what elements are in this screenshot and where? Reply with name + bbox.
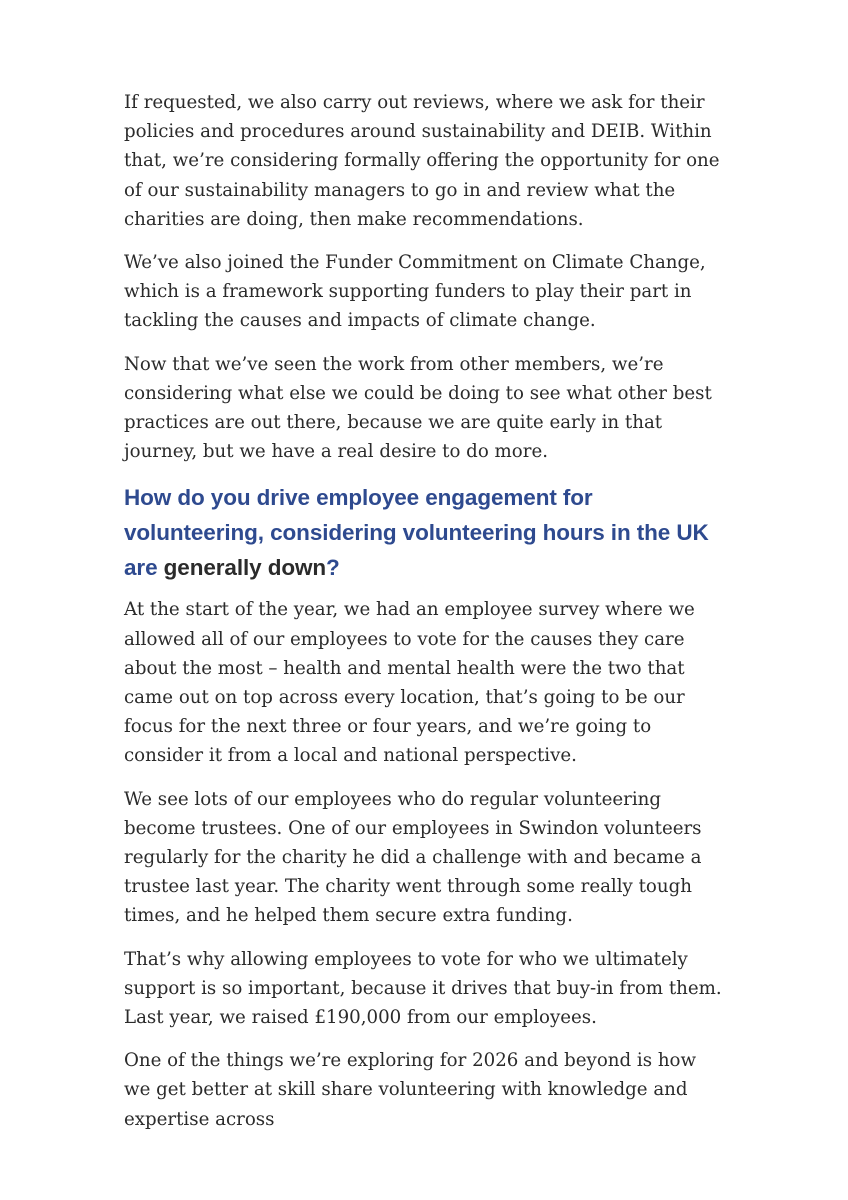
paragraph-skill-share: One of the things we’re exploring for 2026 and beyond is how we get better at skill share volunteering with knowledge and expertise across [124,1050,697,1130]
section-heading [124,480,724,585]
heading-part-emphasis: generally down [163,555,327,581]
paragraph-funder-commitment: We’ve also joined the Funder Commitment on Climate Change, which is a framework supporting funders to play their part in tackling the causes and impacts of climate change. [124,252,706,332]
paragraph-other-members: Now that we’ve seen the work from other members, we’re considering what else we could be doing to see what other best practices are out there, because we are quite early in that journey, but we have a real desire to do more. [124,353,712,463]
document-page [124,88,724,1148]
paragraph-employee-survey: At the start of the year, we had an employee survey where we allowed all of our employees to vote for the causes they care about the most – health and mental health were the two that came out on top across every location, that’s going to be our focus for the next three or four years, and we’re going to consider it from a local and national perspective. [124,599,695,767]
paragraph-reviews: If requested, we also carry out reviews, where we ask for their policies and procedures around sustainability and DEIB. Within that, we’re considering formally offering the opportunity for one of our sustainability managers to go in and review what the charities are doing, then make recommendations. [124,92,720,230]
paragraph-trustees: We see lots of our employees who do regular volunteering become trustees. One of our employees in Swindon volunteers regularly for the charity he did a challenge with and became a trustee last year. The charity went through some really tough times, and he helped them secure extra funding. [124,788,702,927]
paragraph-buy-in: That’s why allowing employees to vote for who we ultimately support is so important, because it drives that buy-in from them. Last year, we raised £190,000 from our employees. [124,948,722,1029]
heading-part-question-mark: ? [326,555,340,581]
heading-part-question: How do you drive employee engagement for volunteering, considering volunteering hours in the UK are [124,485,709,581]
